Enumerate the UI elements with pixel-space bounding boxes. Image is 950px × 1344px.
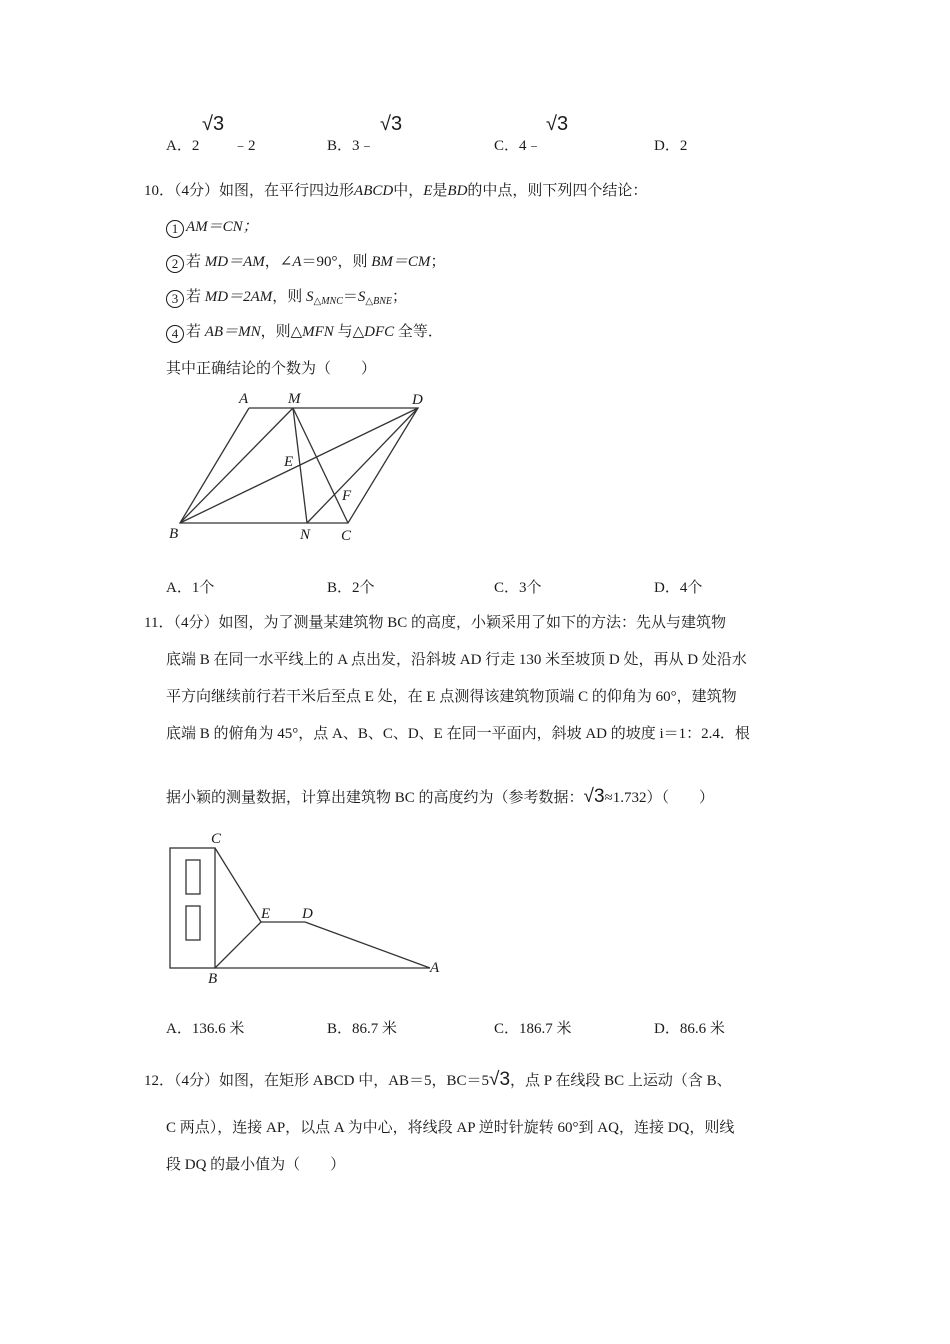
- option-label: A．: [166, 1021, 192, 1037]
- circled-number: 4: [166, 325, 184, 343]
- option-value: 86.7 米: [352, 1021, 398, 1037]
- stem-text: 中，: [393, 183, 424, 199]
- math-var: BD: [447, 183, 468, 199]
- option-label: C．: [494, 138, 520, 154]
- label-e: E: [261, 906, 271, 922]
- question-number: 10．: [144, 183, 175, 199]
- label-a: A: [430, 960, 440, 976]
- option-value: 3﹣: [352, 138, 375, 154]
- q11-line-2: 底端 B 在同一水平线上的 A 点出发，沿斜坡 AD 行走 130 米至坡顶 D 处，再从 D 处沿水: [166, 652, 747, 668]
- question-number: 12．: [144, 1073, 175, 1089]
- q11-line-3: 平方向继续前行若干米后至点 E 处，在 E 点测得该建筑物顶端 C 的仰角为 60°，建筑物: [166, 689, 737, 705]
- statement-text: ，∠: [264, 254, 293, 270]
- math-expr: MD＝2AM: [204, 289, 273, 305]
- label-n: N: [300, 527, 311, 543]
- option-value: 4﹣: [519, 138, 542, 154]
- option-value: 2: [191, 138, 200, 154]
- option-value: 136.6 米: [191, 1021, 245, 1037]
- sqrt3-radical: √3: [546, 113, 569, 135]
- option-value: 1个: [191, 580, 215, 596]
- label-d: D: [412, 392, 423, 408]
- statement-text: ＝90°，则: [301, 254, 372, 270]
- option-label: C．: [494, 580, 520, 596]
- statement-text: ，则: [272, 289, 307, 305]
- math-expr: AB＝MN: [204, 324, 261, 340]
- math-expr: BM＝CM: [371, 254, 431, 270]
- circled-number: 1: [166, 220, 184, 238]
- math-var: S: [357, 289, 366, 305]
- label-e: E: [284, 454, 294, 470]
- q11-option-a: [166, 1017, 244, 1038]
- statement-text: 与△: [333, 324, 365, 340]
- subscript: △MNC: [313, 296, 343, 307]
- stem-text: 的中点，则下列四个结论：: [467, 183, 648, 199]
- option-label: B．: [327, 580, 353, 596]
- option-label: A．: [166, 138, 192, 154]
- statement-text: 若: [186, 289, 205, 305]
- subscript: △BNE: [365, 296, 392, 307]
- label-d: D: [302, 906, 313, 922]
- math-var: E: [423, 183, 433, 199]
- q11-option-c: [494, 1017, 572, 1038]
- statement-text: 全等．: [394, 324, 443, 340]
- stem-text: ，点 P 在线段 BC 上运动（含 B、: [510, 1073, 732, 1089]
- option-label: D．: [654, 580, 680, 596]
- label-m: M: [288, 391, 301, 407]
- option-label: C．: [494, 1021, 520, 1037]
- math-var: S: [306, 289, 314, 305]
- stem-text: ≈1.732）（ ）: [604, 790, 714, 806]
- statement-text: ；: [392, 289, 408, 305]
- q12-line-3: 段 DQ 的最小值为（ ）: [166, 1157, 346, 1173]
- option-label: B．: [327, 138, 353, 154]
- circled-number: 2: [166, 255, 184, 273]
- math-var: A: [292, 254, 302, 270]
- label-b: B: [169, 526, 179, 542]
- statement-text: AM＝CN；: [186, 219, 258, 235]
- sqrt3-radical: √3: [380, 113, 403, 135]
- statement-text: ，则△: [260, 324, 303, 340]
- option-label: B．: [327, 1021, 353, 1037]
- q11-line-4: 底端 B 的俯角为 45°，点 A、B、C、D、E 在同一平面内，斜坡 AD 的坡度 i＝1：2.4．根: [166, 726, 750, 742]
- statement-text: ；: [430, 254, 446, 270]
- building-window-top: [186, 860, 200, 894]
- stem-text: 据小颖的测量数据，计算出建筑物 BC 的高度约为（参考数据：: [166, 790, 584, 806]
- sqrt3-radical: √3: [583, 786, 605, 807]
- label-c: C: [341, 528, 352, 544]
- math-var: ABCD: [354, 183, 394, 199]
- option-label: A．: [166, 580, 192, 596]
- stem-text: 是: [432, 183, 448, 199]
- statement-text: 若: [186, 324, 205, 340]
- circled-number: 3: [166, 290, 184, 308]
- sqrt3-radical: √3: [202, 113, 225, 135]
- stem-text: 如图，在平行四边形: [219, 183, 355, 199]
- question-score: （4分）: [174, 183, 220, 199]
- option-value: 3个: [519, 580, 542, 596]
- building-window-bottom: [186, 906, 200, 940]
- math-var: MFN: [302, 324, 334, 340]
- q11-option-b: [327, 1017, 397, 1038]
- q11-option-d: [654, 1017, 725, 1038]
- sqrt3-radical: √3: [489, 1069, 511, 1090]
- statement-text: ＝: [342, 289, 358, 305]
- stem-text: （4分）如图，为了测量某建筑物 BC 的高度，小颖采用了如下的方法：先从与建筑物: [173, 615, 726, 631]
- math-var: DFC: [364, 324, 395, 340]
- statement-text: 若: [186, 254, 205, 270]
- option-value: 2个: [352, 580, 375, 596]
- option-value: 86.6 米: [679, 1021, 725, 1037]
- label-b: B: [208, 971, 218, 987]
- q12-line-2: C 两点），连接 AP，以点 A 为中心，将线段 AP 逆时针旋转 60°到 AQ，连接 DQ，则线: [166, 1120, 735, 1136]
- label-c: C: [211, 831, 222, 847]
- option-label: D．: [654, 138, 680, 154]
- label-a: A: [239, 391, 249, 407]
- option-value-tail: ﹣2: [233, 138, 256, 154]
- question-number: 11．: [144, 615, 174, 631]
- label-f: F: [342, 488, 352, 504]
- q10-question: 其中正确结论的个数为（ ）: [166, 361, 377, 377]
- q12-line-1: [144, 1069, 732, 1091]
- option-value: 186.7 米: [519, 1021, 572, 1037]
- stem-text: （4分）如图，在矩形 ABCD 中，AB＝5，BC＝5: [174, 1073, 490, 1089]
- option-value: 2: [679, 138, 688, 154]
- option-value: 4个: [679, 580, 703, 596]
- option-label: D．: [654, 1021, 680, 1037]
- building-outline: [170, 848, 215, 968]
- math-expr: MD＝AM: [204, 254, 265, 270]
